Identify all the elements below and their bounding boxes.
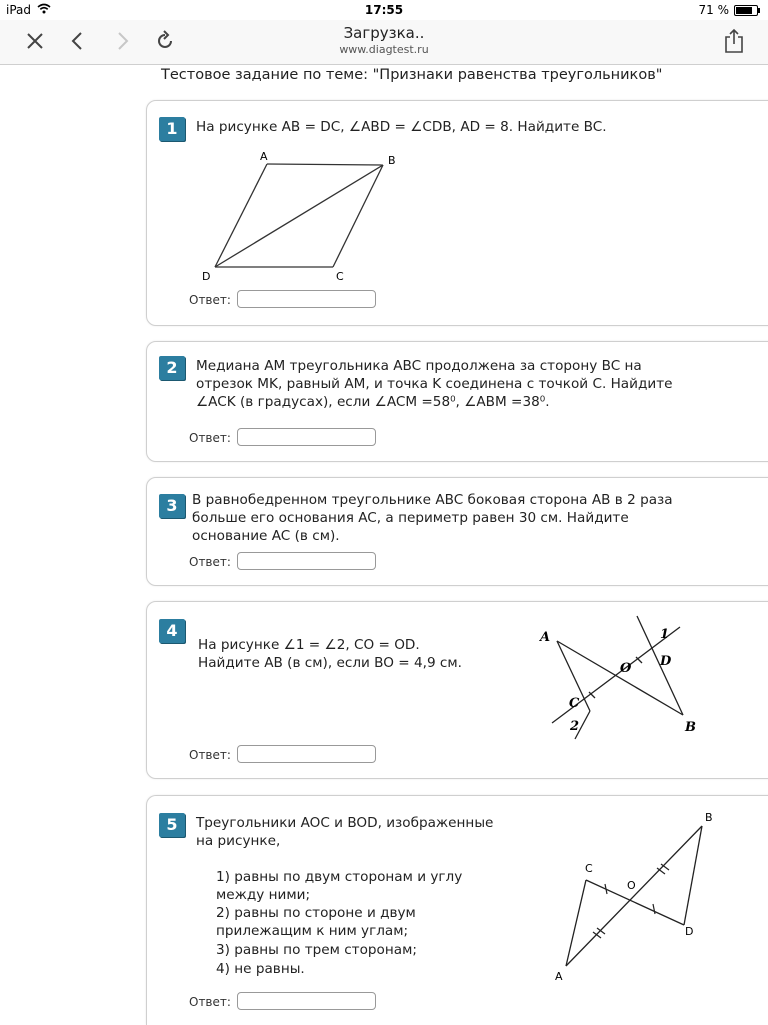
answer-label: Ответ: (189, 293, 231, 307)
status-right (699, 3, 759, 17)
status-time: 17:55 (364, 3, 404, 17)
question-card-2 (146, 341, 768, 462)
answer-option-4: 4) не равны. (216, 961, 305, 977)
question-number: 4 (159, 619, 185, 643)
answer-option-3: 3) равны по трем сторонам; (216, 942, 417, 958)
question-number: 3 (159, 494, 185, 518)
figure-label: B (388, 154, 396, 167)
question-text: Медиана AM треугольника ABC продолжена за сторону BC на отрезок MK, равный AM, и точка K соединена с точкой C. Найдите ∠ACK (в градусах), если ∠ACM =58⁰, ∠ABM =38⁰. (196, 358, 673, 410)
figure-label: A (540, 630, 551, 645)
question-text: Треугольники AOC и BOD, изображенные на рисунке, (196, 815, 494, 849)
figure-label: C (569, 696, 580, 711)
url-text: www.diagtest.ru (339, 43, 429, 56)
question-card-1 (146, 100, 768, 326)
question-text: На рисунке ∠1 = ∠2, CO = OD. Найдите AB (в см), если BO = 4,9 см. (198, 637, 462, 671)
answer-input[interactable] (237, 745, 376, 763)
answer-label: Ответ: (189, 431, 231, 445)
page-loading-title: Загрузка.. (343, 24, 425, 42)
question-number: 1 (159, 117, 185, 141)
answer-option-2: 2) равны по стороне и двум прилежащим к ним углам; (216, 905, 416, 939)
status-bar (0, 0, 768, 20)
question-card-4 (146, 601, 768, 779)
answer-label: Ответ: (189, 555, 231, 569)
figure-label: O (620, 661, 632, 676)
question-text: В равнобедренном треугольнике ABC боковая сторона AB в 2 раза больше его основания AC, а периметр равен 30 см. Найдите основание AC (в см). (192, 492, 673, 544)
question-number: 2 (159, 356, 185, 380)
battery-icon (734, 5, 758, 16)
question-number: 5 (159, 813, 185, 837)
answer-input[interactable] (237, 992, 376, 1010)
figure-label: C (336, 270, 344, 281)
share-icon[interactable] (719, 26, 749, 56)
figure-label: A (555, 970, 563, 983)
answer-input[interactable] (237, 552, 376, 570)
intersecting-lines-figure (537, 611, 717, 746)
answer-label: Ответ: (189, 748, 231, 762)
question-card-3 (146, 477, 768, 586)
triangles-figure (547, 806, 737, 986)
figure-label: 2 (570, 719, 580, 734)
answer-input[interactable] (237, 290, 376, 308)
answer-option-1: 1) равны по двум сторонам и углу между ними; (216, 869, 463, 903)
browser-toolbar (0, 20, 768, 65)
figure-label: A (260, 150, 268, 163)
figure-label: C (585, 862, 593, 875)
device-name: iPad (6, 3, 32, 17)
address-area[interactable] (0, 24, 768, 56)
figure-label: B (685, 720, 696, 735)
battery-percent: 71 % (698, 3, 729, 17)
figure-label: O (627, 879, 636, 892)
question-card-5 (146, 795, 768, 1025)
figure-label: B (705, 811, 713, 824)
figure-label: 1 (660, 627, 670, 642)
figure-label: D (685, 925, 694, 938)
page-title: Тестовое задание по теме: "Признаки равенства треугольников" (161, 67, 663, 83)
answer-label: Ответ: (189, 995, 231, 1009)
figure-label: D (660, 654, 672, 669)
question-text: На рисунке AB = DC, ∠ABD = ∠CDB, AD = 8. Найдите BC. (196, 119, 607, 135)
parallelogram-figure (197, 146, 417, 281)
answer-input[interactable] (237, 428, 376, 446)
figure-label: D (202, 270, 211, 281)
